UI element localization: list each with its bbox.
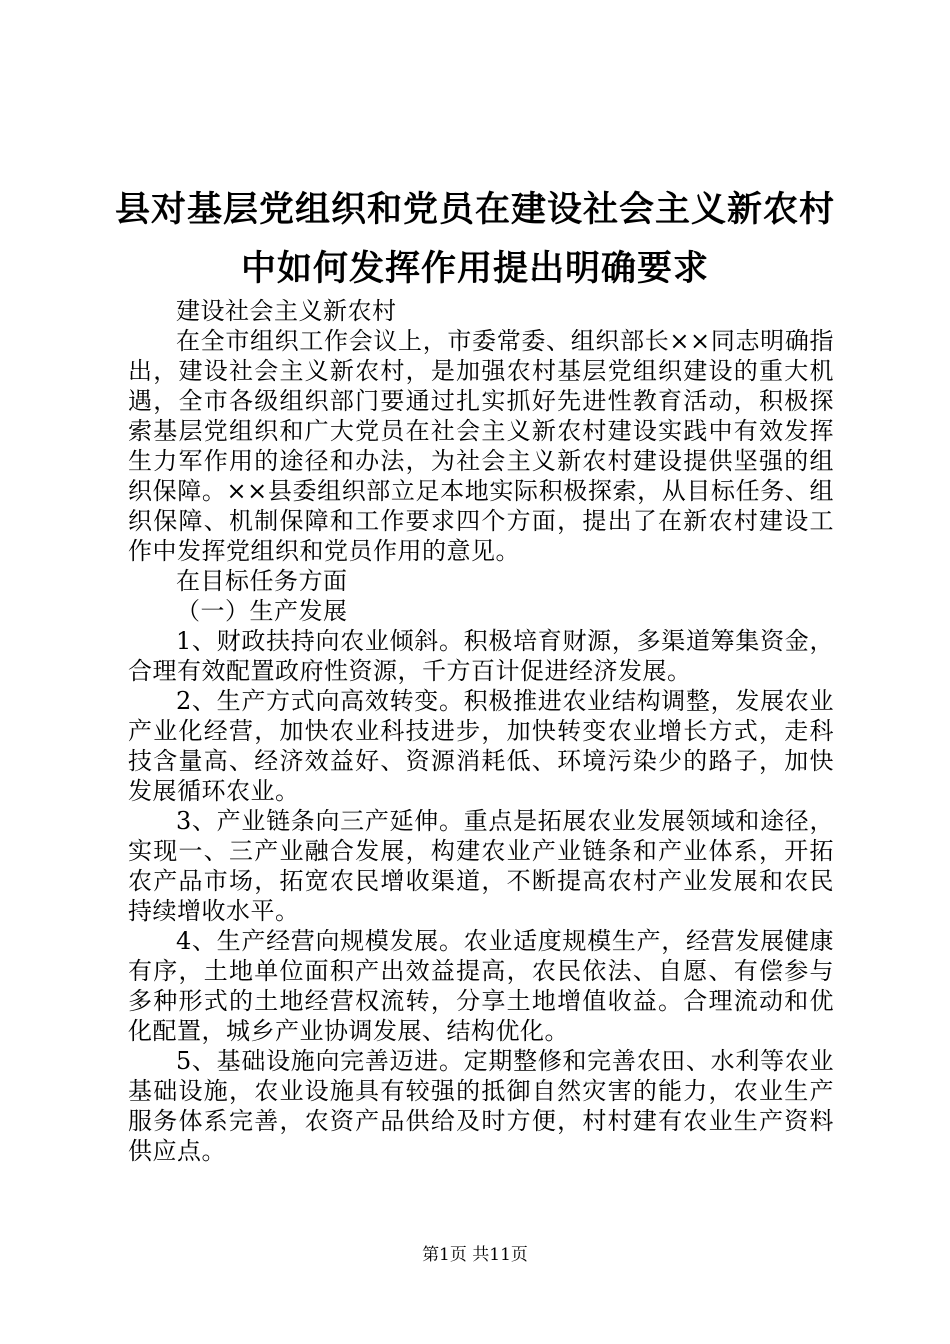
section-heading: 建设社会主义新农村 — [176, 297, 397, 325]
paragraph: 4、生产经营向规模发展。农业适度规模生产，经营发展健康有序，土地单位面积产出效益提高，农民依法、自愿、有偿参与多种形式的土地经营权流转，分享土地增值收益。合理流动和优化配置，城乡产业协调发展、结构优化。 — [128, 927, 834, 1045]
paragraph: 3、产业链条向三产延伸。重点是拓展农业发展领域和途径，实现一、三产业融合发展，构建农业产业链条和产业体系，开拓农产品市场，拓宽农民增收渠道，不断提高农村产业发展和农民持续增收水平。 — [128, 807, 834, 925]
section-heading: 在目标任务方面 — [176, 567, 348, 595]
paragraph: 5、基础设施向完善迈进。定期整修和完善农田、水利等农业基础设施，农业设施具有较强的抵御自然灾害的能力，农业生产服务体系完善，农资产品供给及时方便，村村建有农业生产资料供应点。 — [128, 1047, 834, 1165]
document-title-line-1: 县对基层党组织和党员在建设社会主义新农村 — [114, 190, 835, 230]
page-number-footer: 第1页 共11页 — [422, 1245, 528, 1265]
document-body — [128, 296, 834, 1166]
paragraph: 在全市组织工作会议上，市委常委、组织部长××同志明确指出，建设社会主义新农村，是加强农村基层党组织建设的重大机遇，全市各级组织部门要通过扎实抓好先进性教育活动，积极探索基层党组织和广大党员在社会主义新农村建设实践中有效发挥生力军作用的途径和办法，为社会主义新农村建设提供坚强的组织保障。××县委组织部立足本地实际积极探索，从目标任务、组织保障、机制保障和工作要求四个方面，提出了在新农村建设工作中发挥党组织和党员作用的意见。 — [128, 327, 834, 565]
paragraph: 2、生产方式向高效转变。积极推进农业结构调整，发展农业产业化经营，加快农业科技进步，加快转变农业增长方式，走科技含量高、经济效益好、资源消耗低、环境污染少的路子，加快发展循环农业。 — [128, 687, 834, 805]
document-title-line-2: 中如何发挥作用提出明确要求 — [240, 249, 709, 289]
subsection-heading: （一）生产发展 — [176, 597, 348, 625]
paragraph: 1、财政扶持向农业倾斜。积极培育财源，多渠道筹集资金，合理有效配置政府性资源，千方百计促进经济发展。 — [128, 627, 834, 685]
